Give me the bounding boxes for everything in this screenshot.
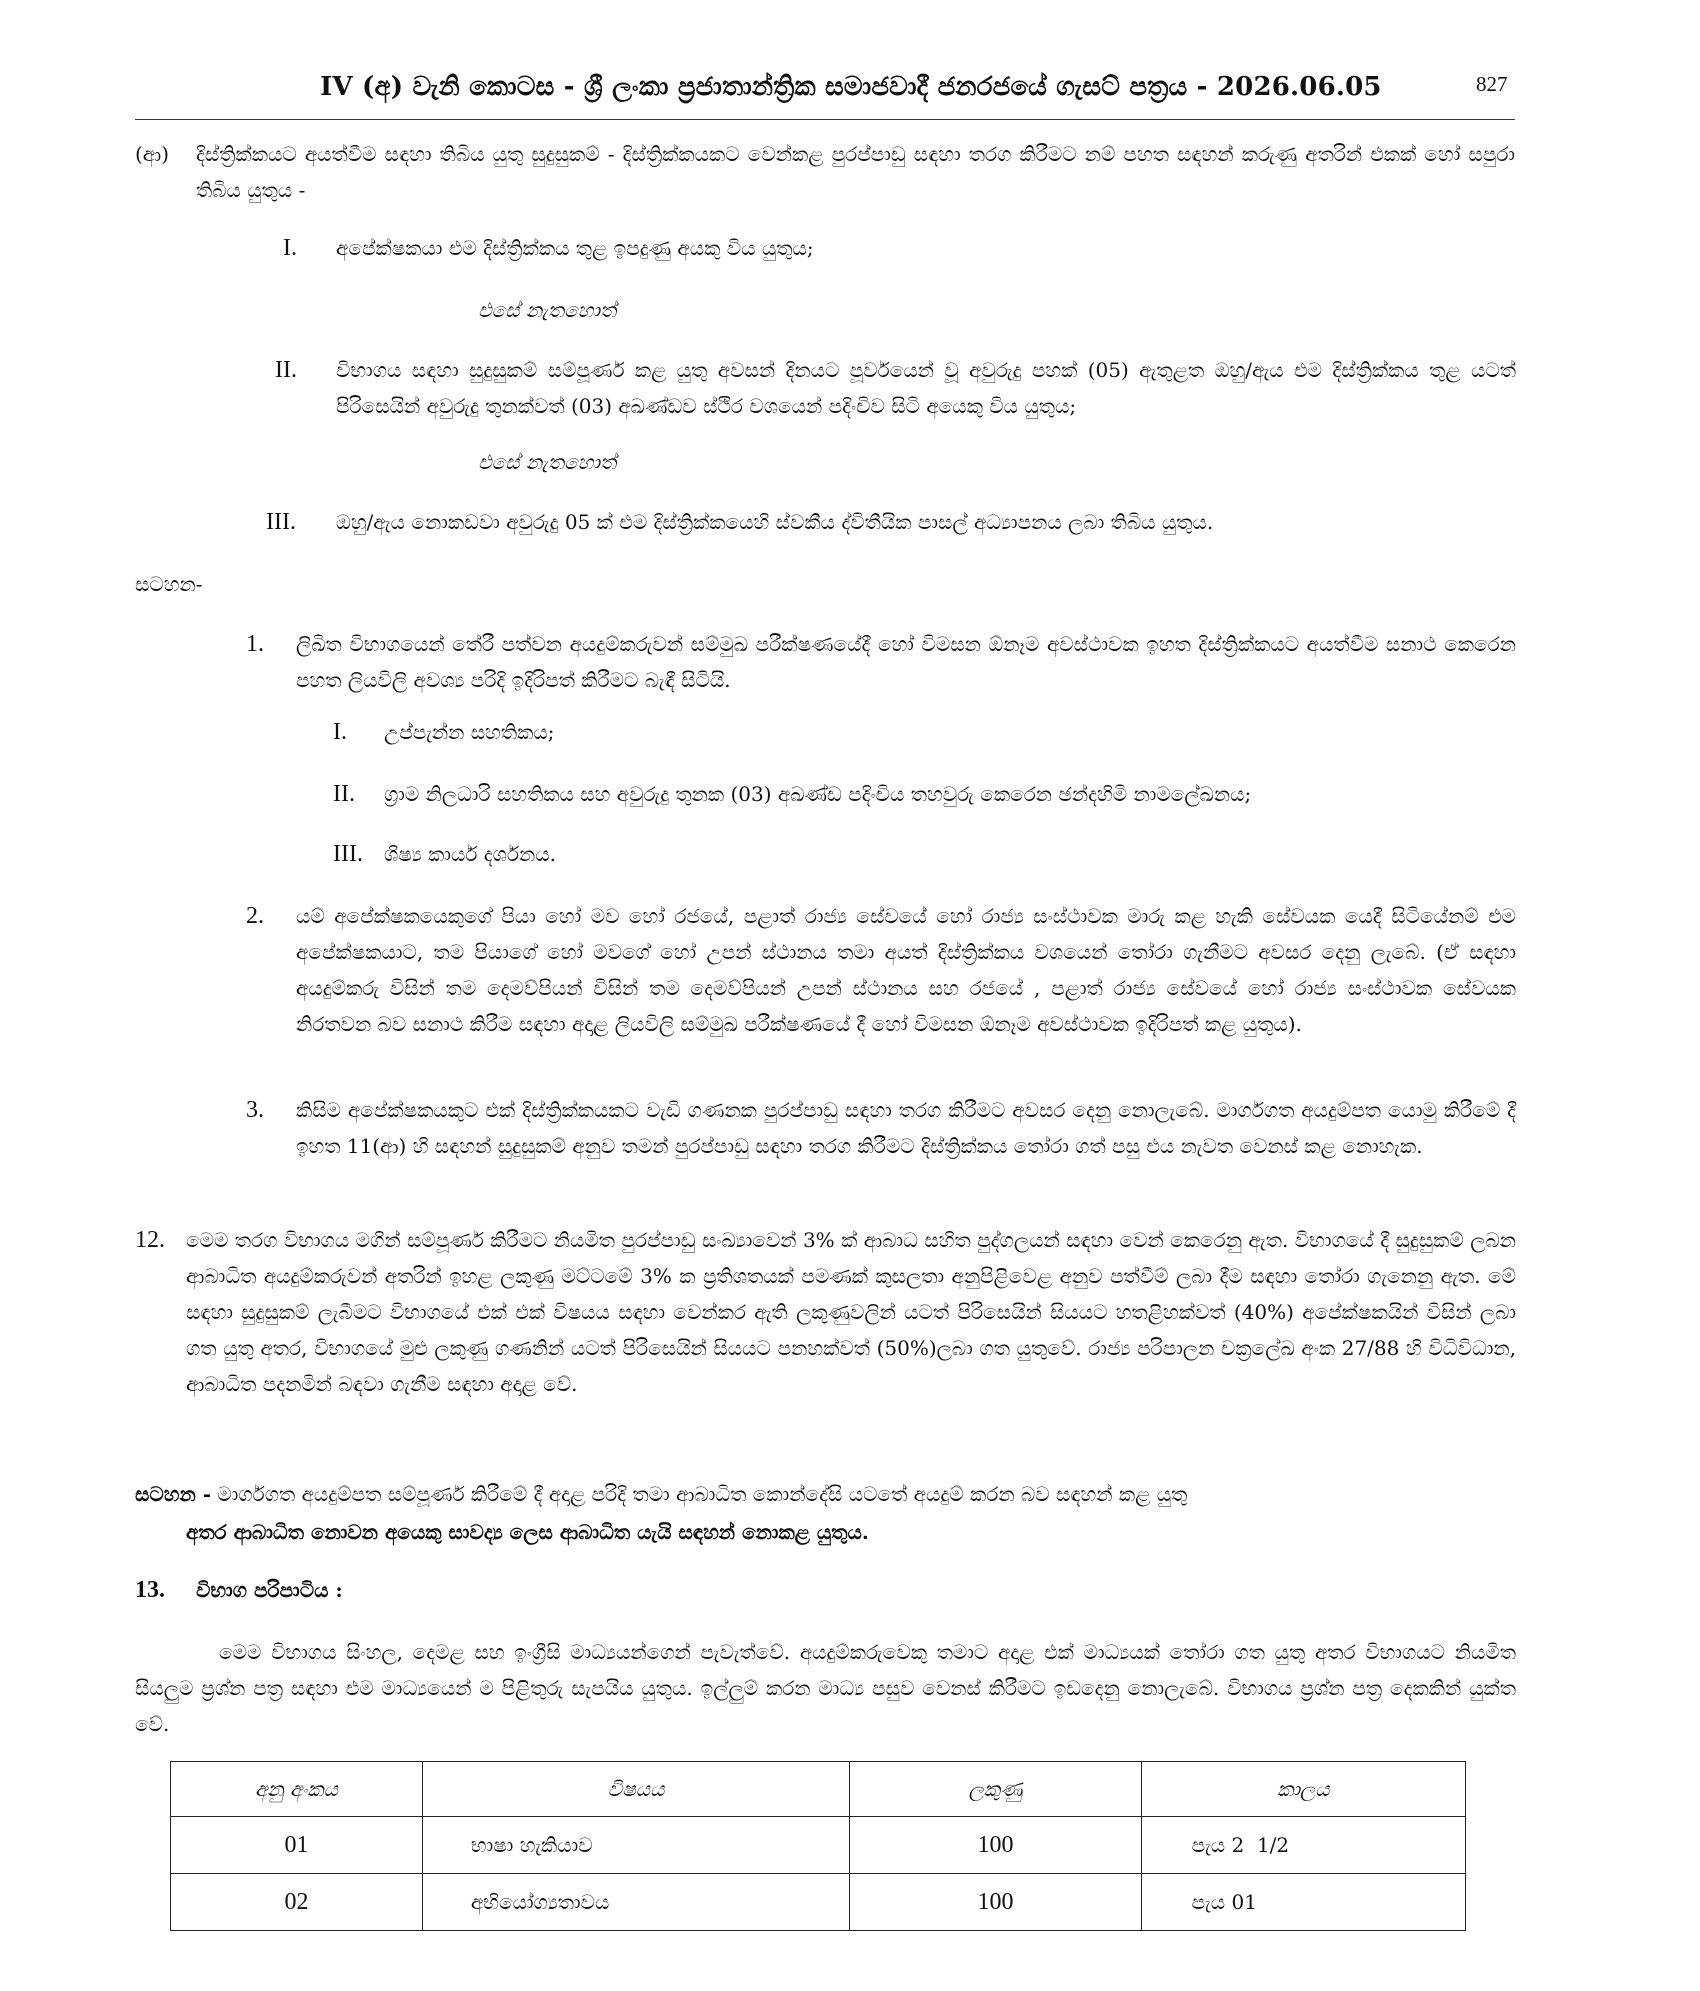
row2-marks: 100 [850,1874,1141,1931]
section-aa-item3-num: III. [266,509,296,535]
note-disability [135,1476,1516,1512]
note1-sub1-num: I. [333,719,347,745]
note1-text: ලිඛිත විභාගයෙන් තේරී පත්වන අයදුම්කරුවන් සම්මුඛ පරීක්ෂණයේදී හෝ විමසන ඕනෑම අවස්ථාවක ඉහත දිස්ත්‍රික්කයට අයත්වීම සනාථ කෙරෙන පහත ලියවිලි අවශ්‍ය පරිදි ඉදිරිපත් කිරීමට බැඳී සිටියි. [296,632,1516,692]
page-header-title: IV (අ) වැනි කොටස - ශ්‍රී ලංකා ප්‍රජාතාන්ත්‍රික සමාජවාදී ජනරජයේ ගැසට් පත්‍රය - 2026.06.05 [320,72,1382,102]
note1-sub3-text: ශිෂ්‍ය කාර්ය දර්ශනය. [384,842,557,866]
section12-text: මෙම තරග විභාගය මගින් සම්පූර්ණ කිරීමට නියමිත පුරප්පාඩු සංඛ්‍යාවෙන් 3% ක් ආබාධ සහිත පුද්ගලයන් සඳහා වෙන් කෙරෙනු ඇත. විභාගයේ දී සුදුසුකම් ලබන ආබාධිත අයදුම්කරුවන් අතරින් ඉහළ ලකුණු මට්ටමේ 3% ක ප්‍රතිශතයක් පමණක් කුසලතා අනුපිළිවෙළ අනුව පත්වීම් ලබා දීම සඳහා තෝරා ගැනෙනු ඇත. මේ සඳහා සුදුසුකම් ලැබීමට විභාගයේ එක් එක් විෂයය සඳහා වෙන්කර ඇති ලකුණුවලින් යටත් පිරිසෙයින් සියයට හතළිහක්වත් (40%) අපේක්ෂකයින් විසින් ලබා ගත යුතු අතර, විභාගයේ මුළු ලකුණු ගණනින් යටත් පිරිසෙයින් සියයට පනහක්වත් (50%)ලබා ගත යුතුවේ. රාජ්‍ය පරිපාලන චක්‍රලේඛ අංක 27/88 හි විධිවිධාන, ආබාධිත පදනමින් බඳවා ගැනීම සඳහා අදාළ වේ. [186,1228,1516,1396]
note3-num: 3. [246,1097,264,1123]
note-disability-bold: අතර ආබාධිත නොවන අයෙකු සාවද්‍ය ලෙස ආබාධිත යැයි සඳහන් නොකළ යුතුය. [186,1520,869,1544]
note3-text: කිසිම අපේක්ෂකයකුට එක් දිස්ත්‍රික්කයකට වැඩි ගණනක පුරප්පාඩු සඳහා තරග කිරීමට අවසර දෙනු නොලැබේ. මාර්ගගත අයදුම්පත යොමු කිරීමේ දී ඉහත 11(ආ) හි සඳහන් සුදුසුකම් අනුව තමන් පුරප්පාඩු සඳහා තරග කිරීමට දිස්ත්‍රික්කය තෝරා ගත් පසු එය නැවත වෙනස් කළ නොහැක. [296,1098,1516,1158]
row2-time: පැය 01 [1141,1874,1465,1931]
col-time-header: කාලය [1141,1762,1465,1817]
note-disability-label: සටහන - [135,1482,212,1506]
table-header-row [171,1762,1466,1817]
row1-time: පැය 2 1/2 [1141,1817,1465,1874]
section13-num: 13. [135,1577,165,1603]
note1-sub3-num: III. [333,841,363,867]
section-aa-item1-num: I. [283,235,297,261]
col-serial-header: අනු අංකය [171,1762,423,1817]
note2-text: යම් අපේක්ෂකයෙකුගේ පියා හෝ මව හෝ රජයේ, පළාත් රාජ්‍ය සේවයේ හෝ රාජ්‍ය සංස්ථාවක මාරු කළ හැකි සේවයක යෙදී සිටියේනම් එම අපේක්ෂකයාට, තම පියාගේ හෝ මවගේ හෝ උපන් ස්ථානය තමා අයත් දිස්ත්‍රික්කය වශයෙන් තෝරා ගැනීමට අවසර දෙනු ලැබේ. (ඒ සඳහා අයදුම්කරු විසින් තම දෙමව්පියන් විසින් තම දෙමව්පියන් උපන් ස්ථානය සහ රජයේ , පළාත් රාජ්‍ය සේවයේ හෝ රාජ්‍ය සංස්ථාවක සේවයක නිරතවන බව සනාථ කිරීම සඳහා අදාළ ලියවිලි සම්මුඛ පරීක්ෂණයේ දී හෝ විමසන ඕනෑම අවස්ථාවක ඉදිරිපත් කළ යුතුය). [296,904,1516,1036]
section-aa-or1: එසේ නැතහොත් [478,298,617,322]
notes1-label: සටහන- [135,572,203,596]
row2-subject: අභියෝග්‍යතාවය [422,1874,849,1931]
row2-serial: 02 [171,1874,423,1931]
note-disability-text: මාර්ගගත අයදුම්පත සම්පූර්ණ කිරීමේ දී අදාළ පරිදි තමා ආබාධිත කොන්දේසි යටතේ අයදුම් කරන බව සඳහන් කළ යුතු [217,1482,1188,1506]
table-row [171,1817,1466,1874]
row1-serial: 01 [171,1817,423,1874]
page-number: 827 [1476,72,1508,96]
section13-paragraph: මෙම විභාගය සිංහල, දෙමළ සහ ඉංග්‍රීසි මාධ්‍යයන්ගෙන් පැවැත්වේ. අයදුම්කරුවෙකු තමාට අදාළ එක් මාධ්‍යයක් තෝරා ගත යුතු අතර විභාගයට නියමිත සියලුම ප්‍රශ්න පත්‍ර සඳහා එම මාධ්‍යයෙන් ම පිළිතුරු සැපයිය යුතුය. ඉල්ලුම් කරන මාධ්‍ය පසුව වෙනස් කිරීමට ඉඩදෙනු නොලැබේ. විභාගය ප්‍රශ්න පත්‍ර දෙකකින් යුක්ත වේ. [135,1640,1516,1736]
exam-structure-table [170,1761,1466,1931]
note1-sub1-text: උප්පැන්න සහතිකය; [384,720,555,744]
note1-sub2-num: II. [333,781,355,807]
note1-num: 1. [246,631,264,657]
section13-title: විභාග පරිපාටිය : [196,1578,343,1602]
col-subject-header: විෂයය [422,1762,849,1817]
col-marks-header: ලකුණු [850,1762,1141,1817]
row1-subject: භාෂා හැකියාව [422,1817,849,1874]
section-aa-marker: (ආ) [135,142,170,166]
note2-num: 2. [246,903,264,929]
table-row [171,1874,1466,1931]
section-aa-or2: එසේ නැතහොත් [478,450,617,474]
note1-sub2-text: ග්‍රාම නිලධාරි සහතිකය සහ අවුරුදු තුනක (03) අඛණ්ඩ පදිංචිය තහවුරු කෙරෙන ඡන්දහිමි නාමලේඛනය; [384,782,1252,806]
section-aa-item3-text: ඔහු/ඇය නොකඩවා අවුරුදු 05 ක් එම දිස්ත්‍රික්කයෙහි ස්වකීය ද්විතීයික පාසල් අධ්‍යාපනය ලබා තිබිය යුතුය. [336,510,1214,534]
row1-marks: 100 [850,1817,1141,1874]
header-rule [135,119,1515,120]
section-aa-item1-text: අපේක්ෂකයා එම දිස්ත්‍රික්කය තුළ ඉපදුණු අයකු විය යුතුය; [336,236,814,260]
section-aa-item2-num: II. [275,357,297,383]
section-aa-item2-text: විභාගය සඳහා සුදුසුකම් සම්පූර්ණ කළ යුතු අවසන් දිනයට පූර්වයෙන් වූ අවුරුදු පහක් (05) ඇතුළත ඔහු/ඇය එම දිස්ත්‍රික්කය තුළ යටත් පිරිසෙයින් අවුරුදු තුනක්වත් (03) අඛණ්ඩව ස්ථිර වශයෙන් පදිංචිව සිටි අයෙකු විය යුතුය; [336,358,1516,418]
section-aa-text: දිස්ත්‍රික්කයට අයත්වීම සඳහා තිබිය යුතු සුදුසුකම් - දිස්ත්‍රික්කයකට වෙන්කළ පුරප්පාඩු සඳහා තරග කිරීමට නම් පහත සඳහන් කරුණු අතරින් එකක් හෝ සපුරා තිබිය යුතුය - [196,142,1515,202]
section12-num: 12. [135,1227,165,1253]
